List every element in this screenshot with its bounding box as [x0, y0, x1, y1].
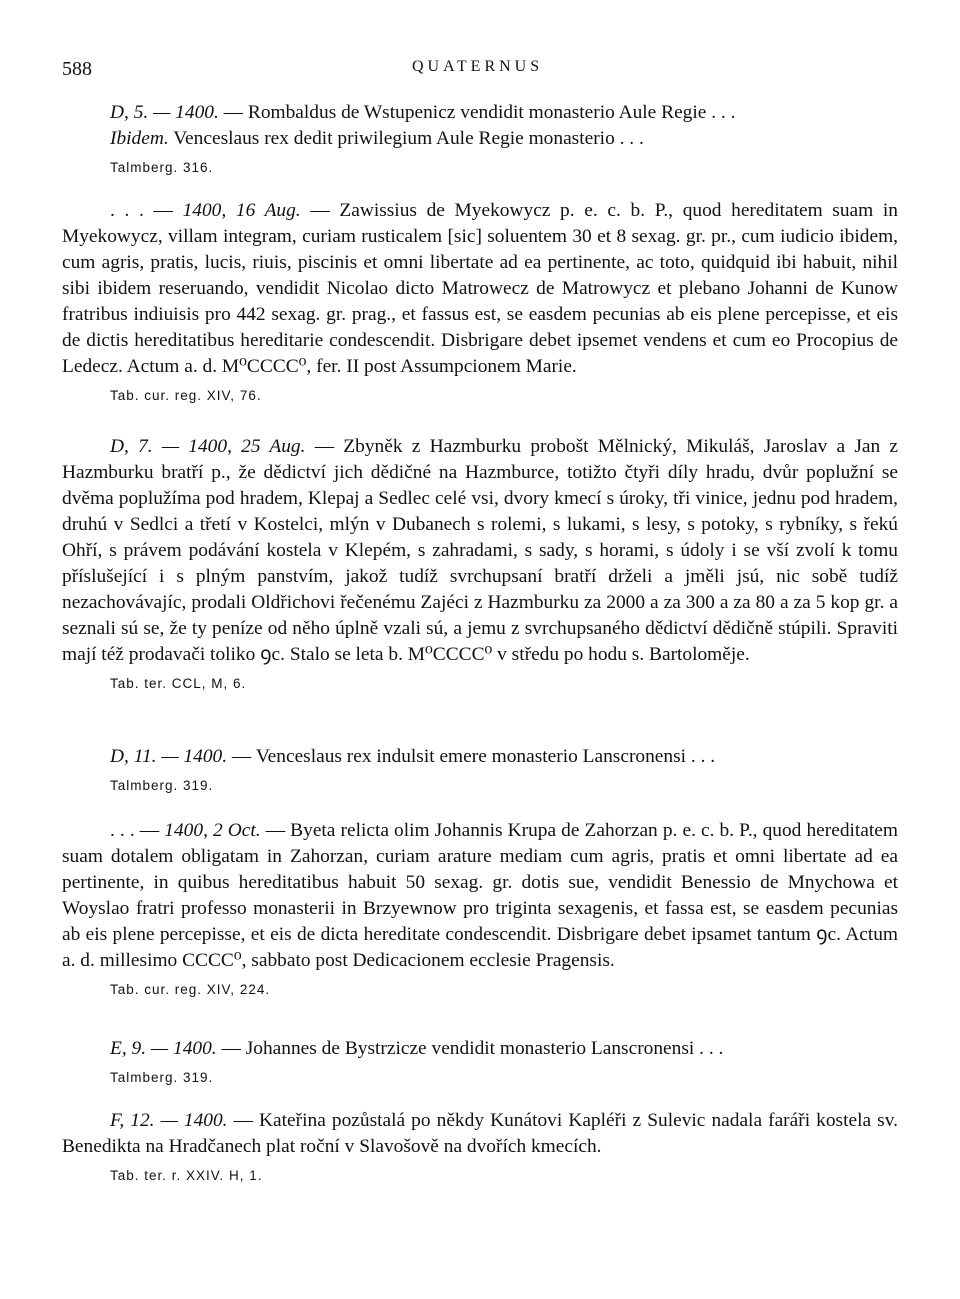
entry-lead: . . . — — [110, 820, 165, 841]
entry-date: 1400, 2 Oct. — [164, 820, 261, 841]
source-citation: Talmberg. 316. — [110, 160, 214, 175]
entry-date: F, 12. — 1400. — [110, 1110, 228, 1131]
entry-line — [62, 100, 898, 126]
entry-paragraph — [62, 1108, 898, 1160]
entry-paragraph — [62, 744, 898, 770]
entry-paragraph — [62, 818, 898, 974]
entry-venceslaus — [62, 744, 898, 796]
entry-zawissius — [62, 198, 898, 406]
entry-date: D, 11. — 1400. — [110, 746, 228, 767]
entry-date: E, 9. — 1400. — [110, 1038, 217, 1059]
entry-date: D, 7. — 1400, 25 Aug. — [110, 436, 306, 457]
entry-text: Venceslaus rex dedit priwilegium Aule Regie monasterio . . . — [168, 128, 644, 149]
source-citation: Tab. ter. r. XXIV. H, 1. — [110, 1168, 263, 1183]
entry-text: — Byeta relicta olim Johannis Krupa de Zahorzan p. e. c. b. P., quod hereditatem suam dotalem obligatam in Zahorzan, curiam arature mediam cum agris, pratis et omni libertate ad ea pertinente, in quibus hereditatibus habuit 50 sexag. gr. dotis sue, vendidit Benessio de Mnychowa et Woyslao fratri professo monasterii in Brzyewnow pro triginta sexagenis, et fassa est, se easdem pecunias ab eis plene percepisse, et eis de dicta hereditate condescendit. Disbrigare debet ipsamet tantum ꝯc. Actum a. d. millesimo CCCC⁰, sabbato post Dedicacionem ecclesie Pragensis. — [62, 820, 898, 971]
entry-date: Ibidem. — [110, 128, 169, 149]
entry-katerina — [62, 1108, 898, 1186]
entry-johannes — [62, 1036, 898, 1088]
source-citation: Talmberg. 319. — [110, 1070, 214, 1085]
running-head: QUATERNUS — [412, 58, 544, 75]
entry-byeta — [62, 818, 898, 1000]
entry-zbynek — [62, 434, 898, 694]
source-citation: Tab. cur. reg. XIV, 76. — [110, 388, 262, 403]
entry-lead: . . . — — [110, 200, 183, 221]
page-number: 588 — [62, 58, 92, 80]
entry-paragraph — [62, 434, 898, 668]
entry-paragraph — [62, 198, 898, 380]
entry-text: — Zbyněk z Hazmburku probošt Mělnický, Mikuláš, Jaroslav a Jan z Hazmburku bratří p., že dědictví jich dědičné na Hazmburce, totižto čtyři díly hradu, dvůr poplužní se dvěma poplužíma pod hradem, Klepaj a Sedlec celé vsi, dvory kmecí s úroky, tři vinice, jednu pod hradem, druhú v Sedlci a třetí v Kostelci, mlýn v Dubanech s rolemi, s lukami, s lesy, s potoky, s rybníky, s řekú Ohří, s právem podávání kostela v Klepém, s zahradami, s sady, s horami, s údoly i se vší zvolí k tomu příslušející i s plným panstvím, jakož tudíž svrchupsaní bratří drželi a jměli jsú, nic sobě tudíž nezachovávajíc, prodali Oldřichovi řečenému Zajéci z Hazmburku za 2000 a za 300 a za 80 a za 5 kop gr. a seznali sú se, že ty peníze od něho úplně vzali sú, a jemu z svrchupsaného dědictví dědičně stúpili. Spraviti mají též prodavači toliko ꝯc. Stalo se leta b. M⁰CCCC⁰ v středu po hodu s. Bartoloměje. — [62, 436, 898, 665]
entry-date: D, 5. — 1400. — [110, 102, 219, 123]
source-citation: Tab. ter. CCL, M, 6. — [110, 676, 247, 691]
entry-rombaldus — [62, 100, 898, 178]
entry-date: 1400, 16 Aug. — [182, 200, 301, 221]
entry-text: — Johannes de Bystrzicze vendidit monasterio Lanscronensi . . . — [216, 1038, 724, 1059]
entry-text: — Venceslaus rex indulsit emere monasterio Lanscronensi . . . — [227, 746, 716, 767]
entry-text: — Kateřina pozůstalá po někdy Kunátovi Kapléři z Sulevic nadala faráři kostela sv. Benedikta na Hradčanech plat roční v Slavošově na dvořích kmecích. — [62, 1110, 898, 1157]
entry-text: — Zawissius de Myekowycz p. e. c. b. P., quod hereditatem suam in Myekowycz, villam integram, curiam rusticalem [sic] soluentem 30 et 8 sexag. gr. pr., cum iudicio ibidem, cum agris, pratis, lucis, riuis, piscinis et omni libertate ad ea pertinente, ac toto, quidquid ibi habuit, nihil sibi ibidem reseruando, vendidit Nicolao dicto Matrowecz de Matrowycz et plebano Johanni de Kunow fratribus indiuisis pro 442 sexag. gr. prag., et fassus est, se easdem pecunias ab eis plene percepisse, et eis de dictis hereditatibus hereditarie condescendit. Disbrigare debet ipsemet vendens et cum eo Procopius de Ledecz. Actum a. d. M⁰CCCC⁰, fer. II post Assumpcionem Marie. — [62, 200, 898, 377]
source-citation: Tab. cur. reg. XIV, 224. — [110, 982, 271, 997]
entry-paragraph — [62, 1036, 898, 1062]
entry-line — [62, 126, 898, 152]
entry-text: — Rombaldus de Wstupenicz vendidit monasterio Aule Regie . . . — [218, 102, 736, 123]
source-citation: Talmberg. 319. — [110, 778, 214, 793]
